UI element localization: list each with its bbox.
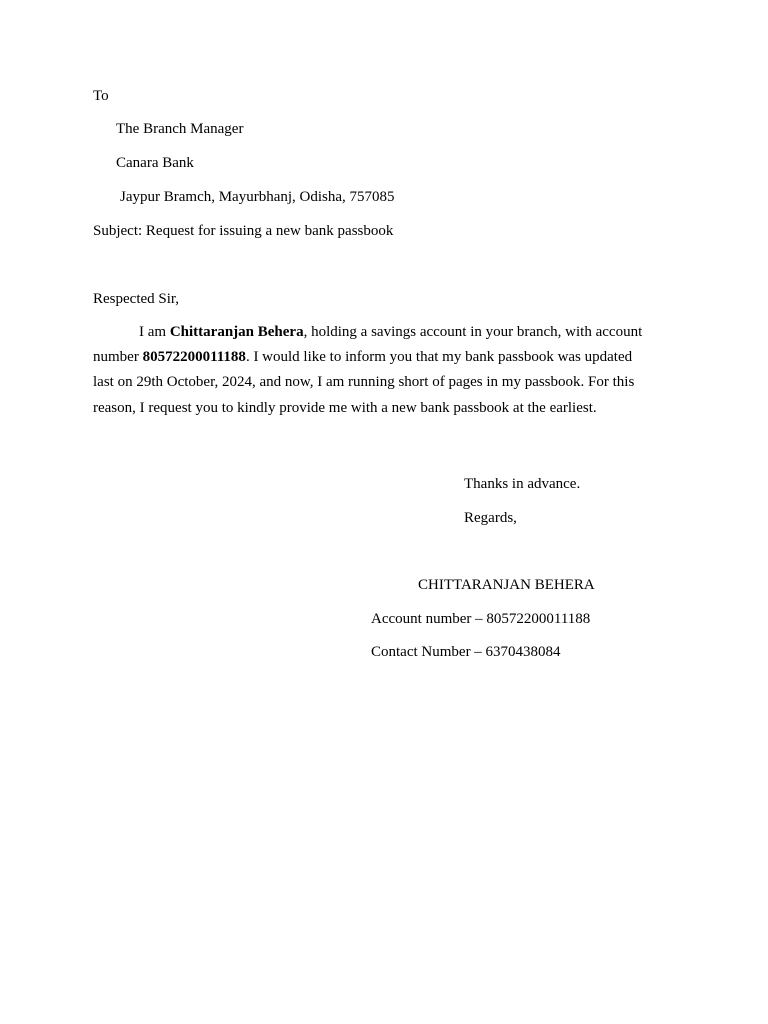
recipient-title: The Branch Manager: [116, 121, 244, 137]
sender-name: Chittaranjan Behera: [169, 324, 304, 340]
to-label: To: [93, 88, 109, 104]
body-line-1: [139, 323, 642, 341]
signature-name: CHITTARANJAN BEHERA: [418, 577, 595, 593]
recipient-bank: Canara Bank: [116, 155, 194, 171]
closing-regards: Regards,: [464, 510, 517, 526]
signature-account: Account number – 80572200011188: [371, 611, 591, 627]
greeting: Respected Sir,: [93, 291, 180, 307]
body-line-4: reason, I request you to kindly provide me with a new bank passbook at the earliest.: [93, 400, 597, 416]
account-number-bold: 80572200011188: [142, 349, 246, 365]
body-line-2-prefix: number: [93, 349, 143, 365]
body-line-2: [93, 348, 632, 366]
body-line-1-suffix: , holding a savings account in your branch, with account: [303, 324, 643, 340]
closing-thanks: Thanks in advance.: [464, 476, 581, 492]
body-line-2-suffix: . I would like to inform you that my bank passbook was updated: [245, 349, 633, 365]
body-line-1-prefix: I am: [139, 324, 170, 340]
recipient-address: Jaypur Bramch, Mayurbhanj, Odisha, 757085: [120, 189, 395, 205]
body-line-3: last on 29th October, 2024, and now, I am running short of pages in my passbook. For this: [93, 374, 635, 390]
signature-contact: Contact Number – 6370438084: [371, 644, 561, 660]
subject-line: Subject: Request for issuing a new bank passbook: [93, 223, 394, 239]
